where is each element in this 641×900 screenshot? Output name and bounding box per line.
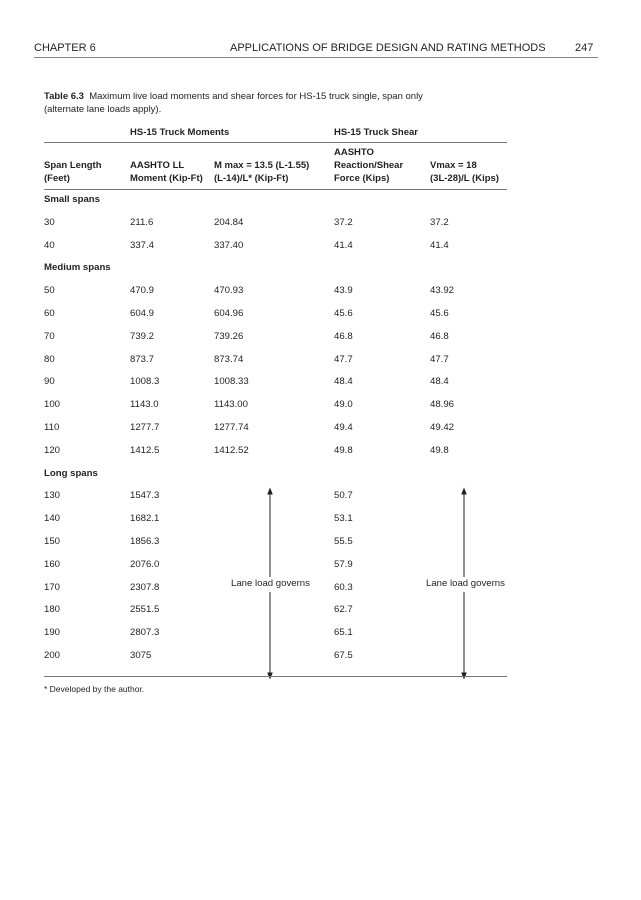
table-cell: 1412.52 bbox=[214, 444, 249, 456]
table-cell: 48.96 bbox=[430, 399, 455, 411]
table-cell: 70 bbox=[44, 330, 55, 342]
table-cell: 62.7 bbox=[334, 604, 353, 616]
table-cell: 1856.3 bbox=[130, 536, 160, 547]
table-cell: 739.26 bbox=[214, 330, 244, 342]
table-cell: 37.2 bbox=[430, 216, 449, 228]
group-label: Medium spans bbox=[44, 262, 111, 274]
table-cell: 53.1 bbox=[334, 513, 353, 525]
table-footnote: * Developed by the author. bbox=[44, 684, 145, 694]
table-cell: 873.74 bbox=[214, 353, 244, 365]
table-cell: 49.4 bbox=[334, 422, 353, 433]
column-header-3-line-2: Force (Kips) bbox=[334, 173, 390, 184]
table-cell: 1277.74 bbox=[214, 422, 249, 433]
table-cell: 1143.00 bbox=[214, 399, 248, 411]
table-cell: 130 bbox=[44, 490, 61, 502]
group-label: Small spans bbox=[44, 194, 100, 205]
column-header-4-line-0: Vmax = 18 bbox=[430, 160, 477, 171]
table-cell: 50 bbox=[44, 285, 55, 297]
table-cell: 47.7 bbox=[430, 353, 449, 365]
table-cell: 45.6 bbox=[430, 308, 449, 319]
table-cell: 604.96 bbox=[214, 308, 244, 319]
table-label: Table 6.3 bbox=[44, 91, 84, 102]
table-cell: 2551.5 bbox=[130, 604, 160, 616]
group-header-shear: HS-15 Truck Shear bbox=[334, 127, 418, 138]
column-header-2-line-1: (L-14)/L* (Kip-Ft) bbox=[214, 173, 289, 184]
table-cell: 100 bbox=[44, 399, 61, 411]
caption-line-2: (alternate lane loads apply). bbox=[44, 104, 162, 115]
table-cell: 1008.3 bbox=[130, 376, 160, 388]
table-cell: 337.4 bbox=[130, 239, 155, 251]
table-cell: 337.40 bbox=[214, 239, 244, 251]
table-cell: 2307.8 bbox=[130, 581, 160, 593]
table-cell: 873.7 bbox=[130, 353, 155, 365]
caption-line-1: Maximum live load moments and shear forces for HS-15 truck single, span only bbox=[89, 91, 423, 102]
table-cell: 470.93 bbox=[214, 285, 244, 297]
table-cell: 180 bbox=[44, 604, 61, 616]
page-number: 247 bbox=[575, 42, 594, 54]
table-cell: 80 bbox=[44, 353, 55, 365]
table-cell: 3075 bbox=[130, 650, 152, 661]
table-cell: 49.0 bbox=[334, 399, 353, 411]
table-cell: 1277.7 bbox=[130, 422, 160, 433]
table-cell: 60 bbox=[44, 308, 55, 319]
table-cell: 739.2 bbox=[130, 330, 155, 342]
column-header-1-line-0: AASHTO LL bbox=[130, 160, 185, 171]
column-header-0-line-1: (Feet) bbox=[44, 173, 70, 184]
table-cell: 190 bbox=[44, 627, 61, 639]
group-header-moments: HS-15 Truck Moments bbox=[130, 127, 230, 138]
table-cell: 200 bbox=[44, 650, 61, 661]
table-cell: 204.84 bbox=[214, 216, 244, 228]
lane-load-governs-shear: Lane load governs bbox=[426, 578, 505, 589]
table-cell: 604.9 bbox=[130, 308, 155, 319]
table-cell: 49.8 bbox=[430, 444, 449, 456]
column-header-0-line-0: Span Length bbox=[44, 160, 102, 171]
table-cell: 50.7 bbox=[334, 490, 353, 502]
table-cell: 43.9 bbox=[334, 285, 353, 297]
table-cell: 40 bbox=[44, 239, 55, 251]
table-cell: 41.4 bbox=[430, 239, 449, 251]
column-header-3-line-0: AASHTO bbox=[334, 147, 374, 158]
table-cell: 1008.33 bbox=[214, 376, 249, 388]
table-cell: 47.7 bbox=[334, 353, 353, 365]
column-header-1-line-1: Moment (Kip-Ft) bbox=[130, 173, 203, 184]
table-cell: 30 bbox=[44, 216, 55, 228]
table-cell: 60.3 bbox=[334, 581, 353, 593]
table-cell: 1547.3 bbox=[130, 490, 160, 502]
table-cell: 140 bbox=[44, 513, 61, 525]
table-cell: 120 bbox=[44, 444, 61, 456]
table-cell: 41.4 bbox=[334, 239, 353, 251]
table-cell: 110 bbox=[44, 422, 60, 433]
table-cell: 57.9 bbox=[334, 558, 353, 570]
table-cell: 160 bbox=[44, 558, 61, 570]
table-cell: 49.42 bbox=[430, 422, 455, 433]
table-cell: 45.6 bbox=[334, 308, 353, 319]
column-header-3-line-1: Reaction/Shear bbox=[334, 160, 404, 171]
group-label: Long spans bbox=[44, 467, 98, 479]
table-cell: 211.6 bbox=[130, 216, 154, 228]
table-cell: 1412.5 bbox=[130, 444, 160, 456]
table-cell: 1143.0 bbox=[130, 399, 159, 411]
table-cell: 46.8 bbox=[430, 330, 449, 342]
table-cell: 48.4 bbox=[334, 376, 353, 388]
table-cell: 65.1 bbox=[334, 627, 353, 639]
table-cell: 55.5 bbox=[334, 536, 353, 547]
column-header-4-line-1: (3L-28)/L (Kips) bbox=[430, 173, 499, 184]
table-cell: 1682.1 bbox=[130, 513, 160, 525]
table-cell: 170 bbox=[44, 581, 61, 593]
table-cell: 2807.3 bbox=[130, 627, 160, 639]
table-cell: 2076.0 bbox=[130, 558, 160, 570]
table-cell: 48.4 bbox=[430, 376, 449, 388]
running-title: APPLICATIONS OF BRIDGE DESIGN AND RATING METHODS bbox=[230, 42, 546, 54]
table-bottom-rule bbox=[44, 676, 507, 677]
column-header-2-line-0: M max = 13.5 (L-1.55) bbox=[214, 160, 310, 171]
table-cell: 150 bbox=[44, 536, 61, 547]
table-cell: 43.92 bbox=[430, 285, 455, 297]
table-cell: 49.8 bbox=[334, 444, 353, 456]
lane-load-governs-moment: Lane load governs bbox=[231, 578, 310, 589]
table-cell: 67.5 bbox=[334, 650, 353, 661]
table-cell: 470.9 bbox=[130, 285, 155, 297]
table-cell: 90 bbox=[44, 376, 55, 388]
table-cell: 46.8 bbox=[334, 330, 353, 342]
table-cell: 37.2 bbox=[334, 216, 353, 228]
chapter-label: CHAPTER 6 bbox=[34, 42, 96, 54]
